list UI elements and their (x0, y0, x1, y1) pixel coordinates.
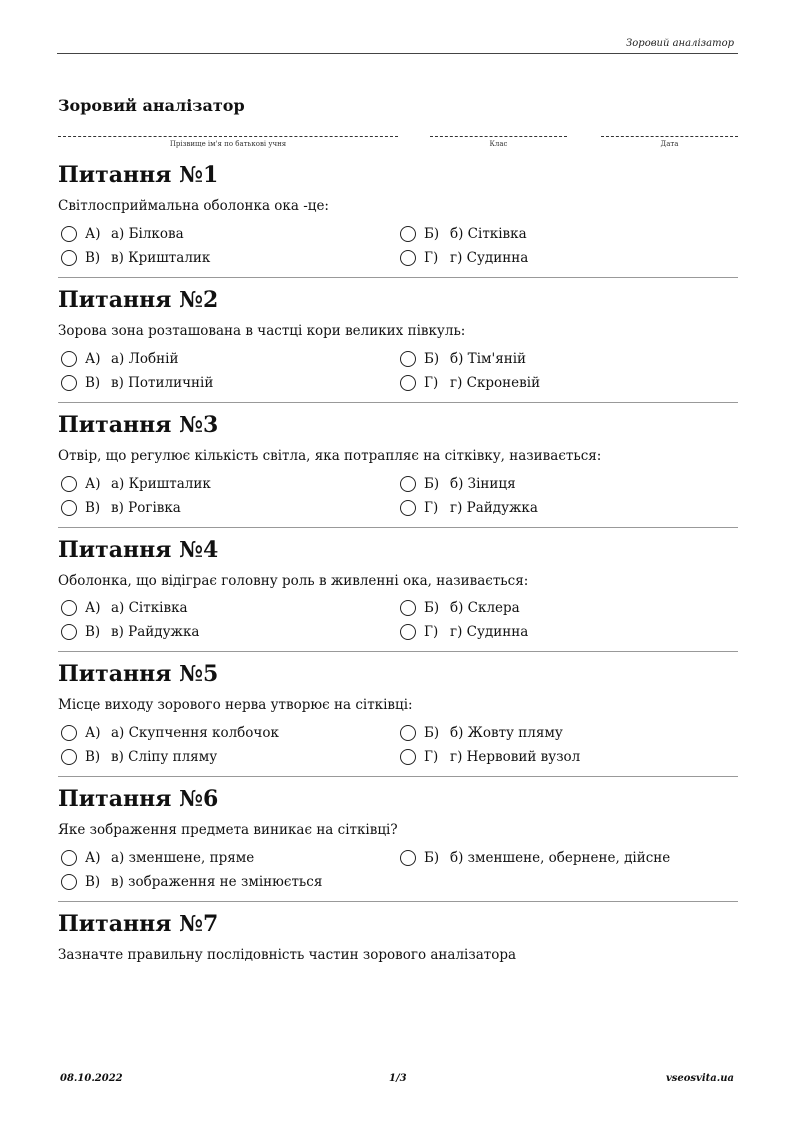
option-text: а) Кришталик (111, 476, 211, 492)
question-text: Місце виходу зорового нерва утворює на сітківці: (58, 697, 413, 713)
option-letter: А) (85, 476, 101, 492)
option-letter: Г) (424, 375, 439, 391)
radio-circle-icon[interactable] (400, 850, 416, 866)
option-letter: В) (85, 624, 101, 640)
radio-circle-icon[interactable] (400, 600, 416, 616)
option-letter: Б) (424, 226, 440, 242)
option-text: в) зображення не змінюється (111, 874, 323, 890)
question-title: Питання №7 (58, 911, 219, 937)
option-text: б) Зіниця (450, 476, 516, 492)
radio-circle-icon[interactable] (400, 351, 416, 367)
question-title: Питання №2 (58, 287, 219, 313)
option-b[interactable] (400, 349, 526, 369)
option-letter: Г) (424, 624, 439, 640)
option-text: г) Судинна (450, 624, 529, 640)
radio-circle-icon[interactable] (400, 476, 416, 492)
option-letter: Б) (424, 351, 440, 367)
question-divider (58, 527, 738, 528)
name-signature-line[interactable] (58, 128, 398, 137)
question-text: Яке зображення предмета виникає на сітківці? (58, 822, 398, 838)
question-title: Питання №3 (58, 412, 219, 438)
option-b[interactable] (400, 848, 670, 868)
radio-circle-icon[interactable] (61, 749, 77, 765)
radio-circle-icon[interactable] (61, 351, 77, 367)
option-text: в) Сліпу пляму (111, 749, 218, 765)
question-divider (58, 651, 738, 652)
option-text: б) Жовту пляму (450, 725, 563, 741)
option-a[interactable] (61, 474, 211, 494)
name-signature-caption: Прізвище ім'я по батькові учня (169, 140, 287, 148)
option-b[interactable] (400, 224, 527, 244)
option-c[interactable] (61, 373, 213, 393)
radio-circle-icon[interactable] (400, 375, 416, 391)
question-4 (58, 537, 738, 640)
radio-circle-icon[interactable] (61, 250, 77, 266)
option-d[interactable] (400, 747, 580, 767)
option-letter: Б) (424, 850, 440, 866)
header-label: Зоровий аналізатор (626, 38, 734, 49)
option-c[interactable] (61, 498, 181, 518)
footer-page-number: 1/3 (389, 1073, 407, 1084)
option-letter: Б) (424, 600, 440, 616)
radio-circle-icon[interactable] (400, 250, 416, 266)
radio-circle-icon[interactable] (61, 874, 77, 890)
radio-circle-icon[interactable] (61, 850, 77, 866)
option-letter: Г) (424, 749, 439, 765)
option-letter: Г) (424, 250, 439, 266)
option-letter: А) (85, 226, 101, 242)
header-divider (57, 53, 738, 54)
question-title: Питання №1 (58, 162, 219, 188)
question-title: Питання №4 (58, 537, 219, 563)
option-a[interactable] (61, 598, 188, 618)
option-text: г) Райдужка (450, 500, 538, 516)
option-letter: Б) (424, 725, 440, 741)
footer-date: 08.10.2022 (60, 1073, 123, 1084)
question-divider (58, 402, 738, 403)
radio-circle-icon[interactable] (61, 375, 77, 391)
option-text: б) зменшене, обернене, дійсне (450, 850, 671, 866)
class-signature-line[interactable] (430, 128, 567, 137)
option-letter: Г) (424, 500, 439, 516)
option-text: г) Скроневій (450, 375, 541, 391)
radio-circle-icon[interactable] (61, 624, 77, 640)
question-3 (58, 412, 738, 516)
question-2 (58, 287, 738, 391)
option-text: г) Нервовий вузол (450, 749, 581, 765)
document-title: Зоровий аналізатор (58, 96, 245, 115)
radio-circle-icon[interactable] (61, 226, 77, 242)
option-letter: В) (85, 874, 101, 890)
question-title: Питання №5 (58, 661, 219, 687)
option-b[interactable] (400, 723, 563, 743)
question-text: Зорова зона розташована в частці кори великих півкуль: (58, 323, 466, 339)
option-letter: В) (85, 749, 101, 765)
option-text: б) Склера (450, 600, 520, 616)
question-divider (58, 776, 738, 777)
option-a[interactable] (61, 224, 184, 244)
question-text: Світлосприймальна оболонка ока -це: (58, 198, 329, 214)
option-text: а) Сітківка (111, 600, 188, 616)
option-text: а) зменшене, пряме (111, 850, 255, 866)
option-letter: А) (85, 725, 101, 741)
option-text: в) Рогівка (111, 500, 181, 516)
option-d[interactable] (400, 498, 538, 518)
option-a[interactable] (61, 848, 254, 868)
option-d[interactable] (400, 248, 528, 268)
question-divider (58, 901, 738, 902)
radio-circle-icon[interactable] (61, 476, 77, 492)
date-signature-caption: Дата (660, 140, 679, 148)
option-letter: В) (85, 250, 101, 266)
option-text: а) Скупчення колбочок (111, 725, 279, 741)
option-c[interactable] (61, 248, 210, 268)
footer-site[interactable]: vseosvita.ua (665, 1073, 734, 1084)
option-letter: А) (85, 600, 101, 616)
question-1 (58, 162, 738, 266)
option-a[interactable] (61, 349, 178, 369)
option-b[interactable] (400, 474, 516, 494)
option-letter: А) (85, 351, 101, 367)
option-text: г) Судинна (450, 250, 529, 266)
radio-circle-icon[interactable] (400, 226, 416, 242)
question-text: Отвір, що регулює кількість світла, яка потрапляє на сітківку, називається: (58, 448, 602, 464)
option-letter: В) (85, 375, 101, 391)
question-title: Питання №6 (58, 786, 219, 812)
option-d[interactable] (400, 622, 528, 642)
question-text: Зазначте правильну послідовність частин зорового аналізатора (58, 947, 517, 963)
option-c[interactable] (61, 622, 199, 642)
question-6 (58, 786, 738, 890)
radio-circle-icon[interactable] (400, 749, 416, 765)
option-b[interactable] (400, 598, 520, 618)
option-text: а) Лобній (111, 351, 179, 367)
radio-circle-icon[interactable] (400, 725, 416, 741)
radio-circle-icon[interactable] (61, 725, 77, 741)
question-7 (58, 911, 738, 963)
radio-circle-icon[interactable] (400, 624, 416, 640)
option-text: в) Потиличній (111, 375, 214, 391)
radio-circle-icon[interactable] (61, 600, 77, 616)
radio-circle-icon[interactable] (61, 500, 77, 516)
option-c[interactable] (61, 872, 322, 892)
option-text: б) Тім'яній (450, 351, 527, 367)
option-a[interactable] (61, 723, 279, 743)
option-text: в) Райдужка (111, 624, 200, 640)
class-signature-caption: Клас (489, 140, 508, 148)
question-divider (58, 277, 738, 278)
option-d[interactable] (400, 373, 540, 393)
option-letter: А) (85, 850, 101, 866)
option-c[interactable] (61, 747, 217, 767)
option-text: а) Білкова (111, 226, 184, 242)
option-text: б) Сітківка (450, 226, 527, 242)
question-5 (58, 661, 738, 765)
option-letter: В) (85, 500, 101, 516)
option-text: в) Кришталик (111, 250, 211, 266)
date-signature-line[interactable] (601, 128, 738, 137)
question-text: Оболонка, що відіграє головну роль в живленні ока, називається: (58, 573, 529, 589)
option-letter: Б) (424, 476, 440, 492)
radio-circle-icon[interactable] (400, 500, 416, 516)
